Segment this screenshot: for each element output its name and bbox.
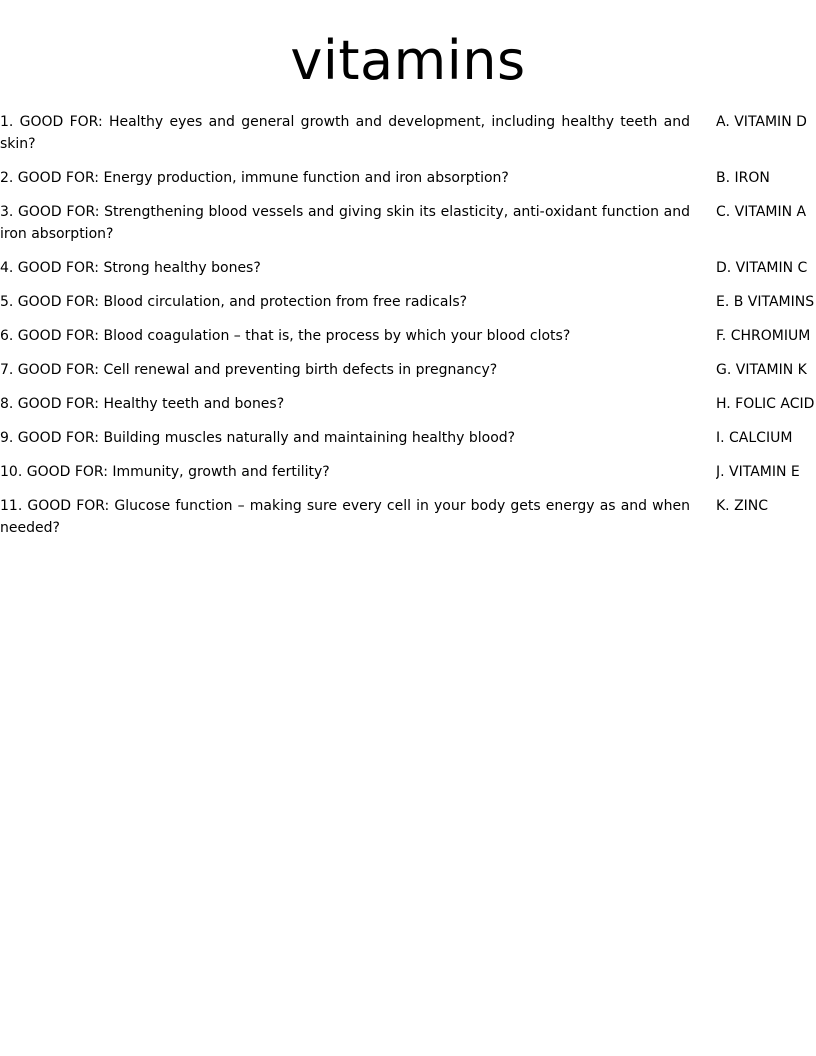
question-2: 2. GOOD FOR: Energy production, immune function and iron absorption? (0, 170, 509, 186)
answer-g: G. VITAMIN K (716, 362, 807, 378)
answer-e: E. B VITAMINS (716, 294, 815, 310)
answer-f: F. CHROMIUM (716, 328, 811, 344)
answer-i: I. CALCIUM (716, 430, 793, 446)
question-4: 4. GOOD FOR: Strong healthy bones? (0, 260, 261, 276)
matching-row-8 (0, 393, 816, 415)
question-1: 1. GOOD FOR: Healthy eyes and general growth and development, including healthy teeth and skin? (0, 114, 690, 152)
answer-h: H. FOLIC ACID (716, 396, 815, 412)
matching-list (0, 111, 816, 551)
question-8: 8. GOOD FOR: Healthy teeth and bones? (0, 396, 285, 412)
matching-row-6 (0, 325, 816, 347)
answer-d: D. VITAMIN C (716, 260, 808, 276)
matching-row-11 (0, 495, 816, 539)
question-10: 10. GOOD FOR: Immunity, growth and fertility? (0, 464, 330, 480)
matching-row-7 (0, 359, 816, 381)
matching-row-2 (0, 167, 816, 189)
answer-a: A. VITAMIN D (716, 114, 807, 130)
matching-row-9 (0, 427, 816, 449)
matching-row-5 (0, 291, 816, 313)
question-3: 3. GOOD FOR: Strengthening blood vessels and giving skin its elasticity, anti-oxidant function and iron absorption? (0, 204, 690, 242)
question-5: 5. GOOD FOR: Blood circulation, and protection from free radicals? (0, 294, 468, 310)
matching-row-3 (0, 201, 816, 245)
question-6: 6. GOOD FOR: Blood coagulation – that is, the process by which your blood clots? (0, 328, 571, 344)
answer-b: B. IRON (716, 170, 770, 186)
matching-row-10 (0, 461, 816, 483)
matching-row-1 (0, 111, 816, 155)
answer-k: K. ZINC (716, 498, 769, 514)
matching-row-4 (0, 257, 816, 279)
page-title: vitamins (290, 29, 526, 92)
answer-c: C. VITAMIN A (716, 204, 807, 220)
question-11: 11. GOOD FOR: Glucose function – making sure every cell in your body gets energy as and when needed? (0, 498, 690, 536)
question-9: 9. GOOD FOR: Building muscles naturally and maintaining healthy blood? (0, 430, 516, 446)
question-7: 7. GOOD FOR: Cell renewal and preventing birth defects in pregnancy? (0, 362, 498, 378)
answer-j: J. VITAMIN E (716, 464, 800, 480)
